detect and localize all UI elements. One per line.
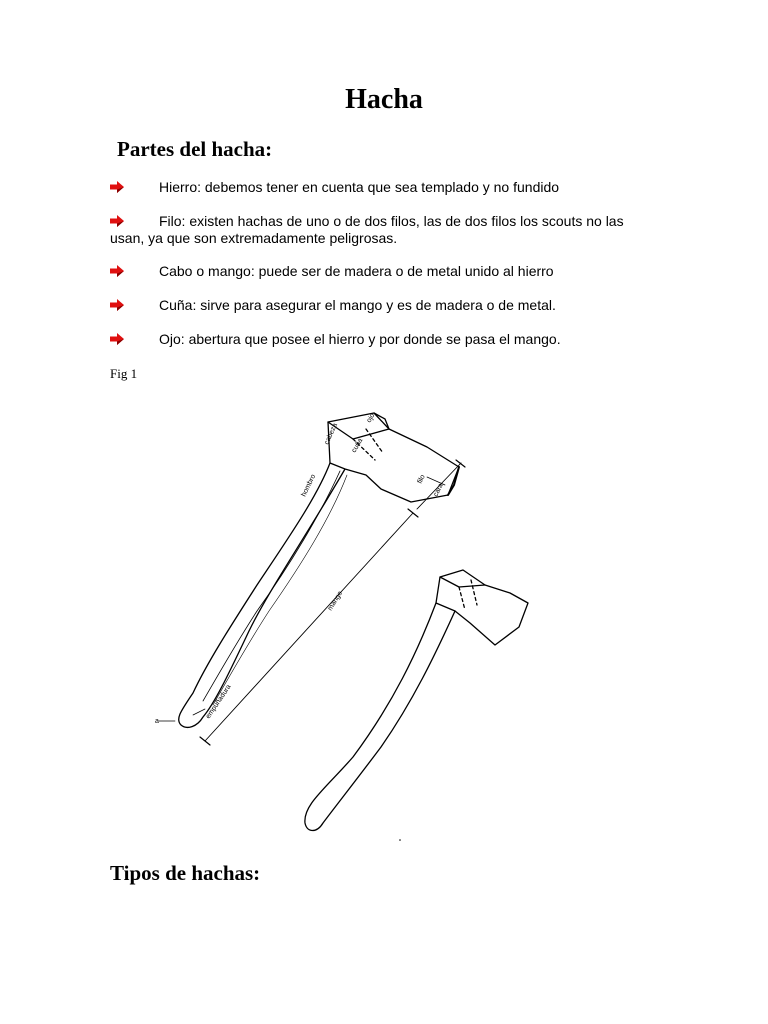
list-item-text: Hierro: debemos tener en cuenta que sea templado y no fundido [159, 179, 560, 195]
list-item-text: Filo: existen hachas de uno o de dos filos, las de dos filos los scouts no las usan, ya que son extremadamente peligrosas. [110, 213, 624, 246]
red-arrow-bullet-icon [110, 333, 124, 345]
red-arrow-bullet-icon [110, 299, 124, 311]
label-empunadura: empuñadura [204, 683, 233, 721]
list-item-filo [110, 213, 658, 247]
leader-filo [427, 477, 445, 485]
label-cuna: cuña [350, 437, 365, 454]
list-item-text: Cabo o mango: puede ser de madera o de metal unido al hierro [159, 263, 554, 279]
leader-empunadura [193, 709, 205, 715]
axe2-handle [305, 603, 455, 831]
section-heading-types: Tipos de hachas: [110, 861, 261, 885]
axe1-handle-grain [203, 471, 340, 701]
label-cabeza: cabeza [323, 422, 340, 446]
axe2-head-top [440, 577, 485, 587]
list-item-cabo [110, 263, 658, 280]
stray-dot [399, 839, 401, 841]
axe1-handle-grain2 [213, 475, 347, 705]
axe-illustration [145, 405, 545, 845]
label-hombro: hombro [300, 473, 318, 498]
red-arrow-bullet-icon [110, 265, 124, 277]
dim-tick-top [408, 509, 418, 517]
dim-tick-bottom [200, 737, 210, 745]
label-tip: a [155, 718, 159, 725]
label-ojo: ojo [365, 412, 377, 424]
dim-line-mango [205, 513, 413, 741]
list-item-cuna [110, 297, 658, 314]
axe2-head [436, 570, 528, 645]
figure-caption: Fig 1 [110, 366, 138, 381]
list-item-ojo [110, 331, 658, 348]
label-filo: filo [416, 473, 427, 485]
axe1-handle [179, 463, 345, 727]
label-cara: cara [432, 482, 445, 498]
red-arrow-bullet-icon [110, 215, 124, 227]
section-heading-parts: Partes del hacha: [117, 137, 273, 161]
list-item-hierro [110, 179, 658, 196]
axe2-eye-dashed [459, 580, 477, 610]
list-item-text: Cuña: sirve para asegurar el mango y es de madera o de metal. [159, 297, 556, 313]
list-item-text: Ojo: abertura que posee el hierro y por donde se pasa el mango. [159, 331, 561, 347]
label-mango: mango [326, 590, 345, 613]
page-title: Hacha [345, 84, 423, 115]
red-arrow-bullet-icon [110, 181, 124, 193]
